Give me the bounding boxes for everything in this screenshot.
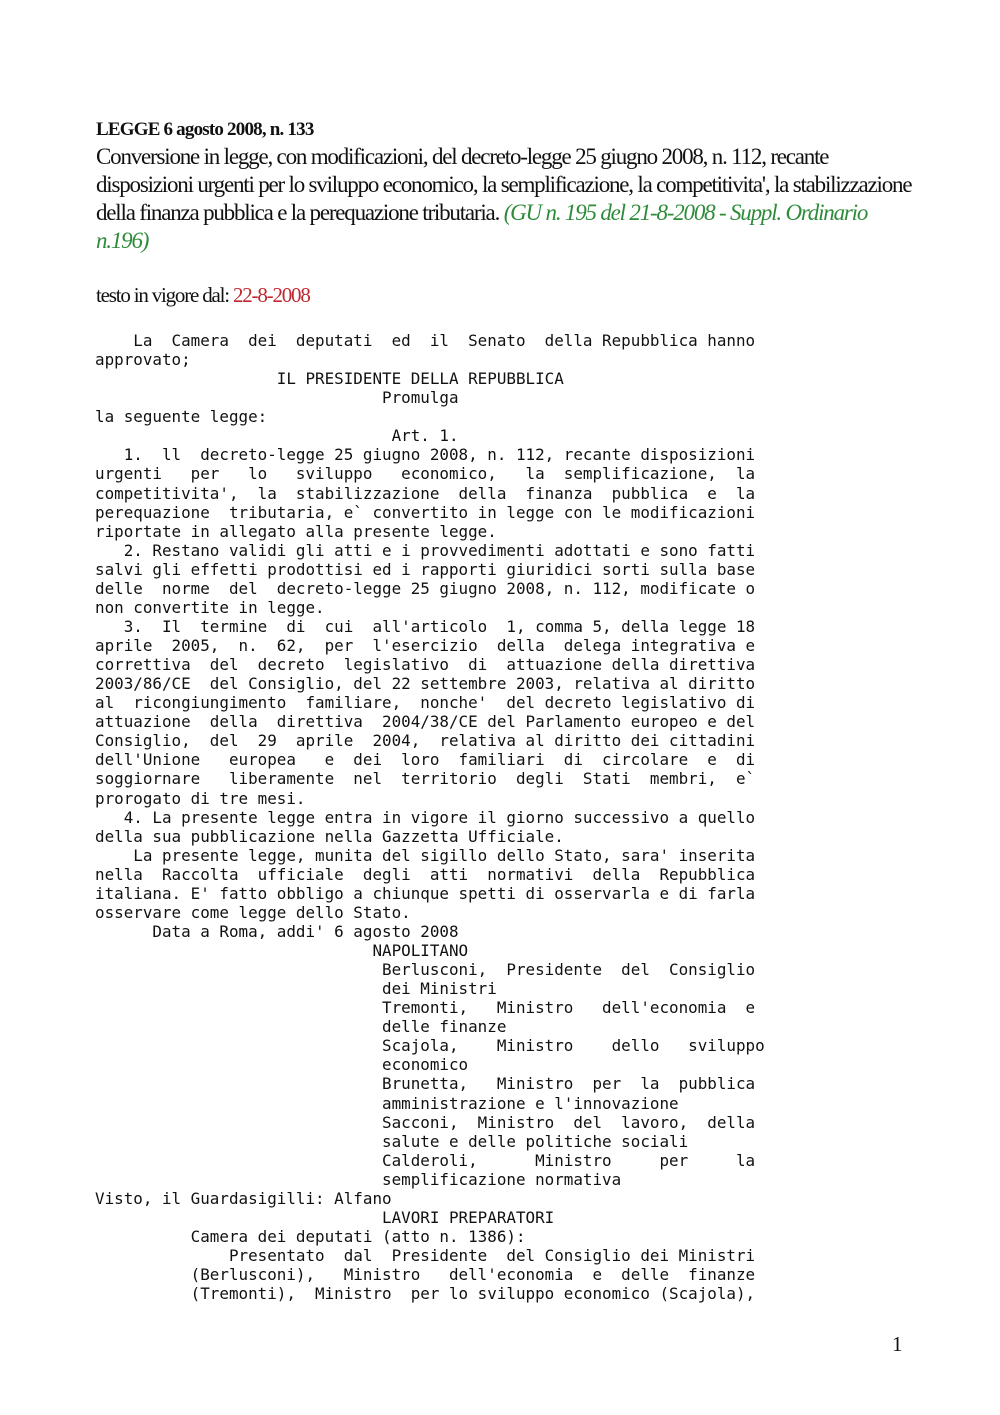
law-title: LEGGE 6 agosto 2008, n. 133 (96, 119, 314, 140)
in-force-line (96, 282, 916, 308)
page-number: 1 (892, 1332, 903, 1356)
in-force-label: testo in vigore dal: (96, 283, 229, 307)
law-description-text: Conversione in legge, con modificazioni, del decreto-legge 25 giugno 2008, n. 112, recante disposizioni urgenti per lo sviluppo economico, la semplificazione, la competitivita', la stabilizzazione della finanza pubblica e la perequazione tributaria. (96, 144, 912, 225)
in-force-date: 22-8-2008 (232, 283, 310, 307)
law-body-text: La Camera dei deputati ed il Senato della Repubblica hanno approvato; IL PRESIDENTE DELLA REPUBBLICA Promulga la seguente legge: Art. 1. 1. ll decreto-legge 25 giugno 2008, n. 112, recante disposizioni urgenti per lo sviluppo economico, la semplificazione, la competitivita', la stabilizzazione della finanza pubblica e la perequazione tributaria, e` convertito in legge con le modificazioni riportate in allegato alla presente legge. 2. Restano validi gli atti e i provvedimenti adottati e sono fatti salvi gli effetti prodottisi ed i rapporti giuridici sorti sulla base delle norme del decreto-legge 25 giugno 2008, n. 112, modificate o non convertite in legge. 3. Il termine di cui all'articolo 1, comma 5, della legge 18 aprile 2005, n. 62, per l'esercizio della delega integrativa e correttiva del decreto legislativo di attuazione della direttiva 2003/86/CE del Consiglio, del 22 settembre 2003, relativa al diritto al ricongiungimento familiare, nonche' del decreto legislativo di attuazione della direttiva 2004/38/CE del Parlamento europeo e del Consiglio, del 29 aprile 2004, relativa al diritto dei cittadini dell'Unione europea e dei loro familiari di circolare e di soggiornare liberamente nel territorio degli Stati membri, e` prorogato di tre mesi. 4. La presente legge entra in vigore il giorno successivo a quello della sua pubblicazione nella Gazzetta Ufficiale. La presente legge, munita del sigillo dello Stato, sara' inserita nella Raccolta ufficiale degli atti normativi della Repubblica italiana. E' fatto obbligo a chiunque spetti di osservarla e di farla osservare come legge dello Stato. Data a Roma, addi' 6 agosto 2008 NAPOLITANO Berlusconi, Presidente del Consiglio dei Ministri Tremonti, Ministro dell'economia e delle finanze Scajola, Ministro dello sviluppo economico Brunetta, Ministro per la pubblica amministrazione e l'innovazione Sacconi, Ministro del lavoro, della salute e delle politiche sociali Calderoli, Ministro per la semplificazione normativa Visto, il Guardasigilli: Alfano LAVORI PREPARATORI Camera dei deputati (atto n. 1386): Presentato dal Presidente del Consiglio dei Ministri (Berlusconi), Ministro dell'economia e delle finanze (Tremonti), Ministro per lo sviluppo economico (Scajola), (95, 331, 765, 1304)
law-header (96, 119, 916, 308)
gazzetta-reference: (GU n. 195 del 21-8-2008 - Suppl. Ordinario n.196) (96, 200, 868, 253)
law-description (96, 143, 916, 255)
